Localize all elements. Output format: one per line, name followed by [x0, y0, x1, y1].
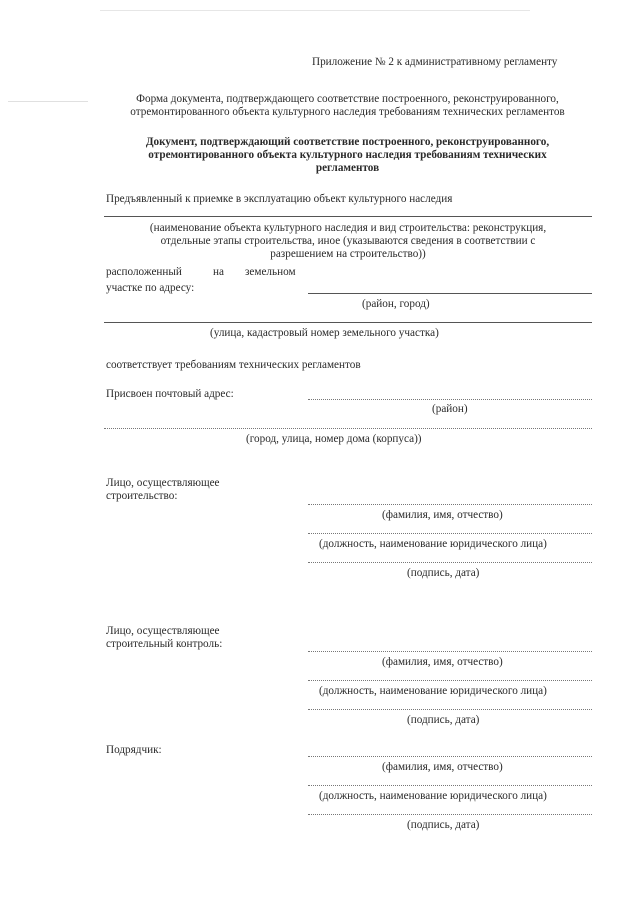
- builder-fio-line: [308, 504, 592, 505]
- control-fio-caption: (фамилия, имя, отчество): [382, 656, 503, 668]
- street-cadastral-caption: (улица, кадастровый номер земельного участка): [210, 327, 439, 339]
- control-position-line: [308, 680, 592, 681]
- builder-position-caption: (должность, наименование юридического лица): [319, 538, 547, 550]
- object-caption-line3: разрешением на строительство)): [270, 248, 426, 260]
- contractor-fio-line: [308, 756, 592, 757]
- control-sign-line: [308, 709, 592, 710]
- object-caption-line1: (наименование объекта культурного наследия и вид строительства: реконструкция,: [149, 222, 547, 234]
- complies-text: соответствует требованиям технических регламентов: [106, 359, 361, 371]
- presented-text: Предъявленный к приемке в эксплуатацию объект культурного наследия: [106, 193, 453, 205]
- control-label-line2: строительный контроль:: [106, 638, 223, 650]
- contractor-position-caption: (должность, наименование юридического лица): [319, 790, 547, 802]
- object-fill-line: [104, 216, 592, 217]
- postal-label: Присвоен почтовый адрес:: [106, 388, 234, 400]
- contractor-label: Подрядчик:: [106, 744, 162, 756]
- control-sign-caption: (подпись, дата): [407, 714, 480, 726]
- postal-district-caption: (район): [432, 403, 468, 415]
- contractor-fio-caption: (фамилия, имя, отчество): [382, 761, 503, 773]
- street-cadastral-line: [104, 322, 592, 323]
- postal-city-line: [104, 428, 592, 429]
- builder-label-line1: Лицо, осуществляющее: [106, 477, 220, 489]
- contractor-sign-caption: (подпись, дата): [407, 819, 480, 831]
- doc-title-line3: регламентов: [315, 162, 380, 174]
- control-position-caption: (должность, наименование юридического лица): [319, 685, 547, 697]
- district-city-line: [308, 293, 592, 294]
- contractor-sign-line: [308, 814, 592, 815]
- builder-position-line: [308, 533, 592, 534]
- appendix-note: Приложение № 2 к административному регламенту: [312, 56, 558, 68]
- located-line2: участке по адресу:: [106, 282, 195, 294]
- postal-district-line: [308, 399, 592, 400]
- form-title-line2: отремонтированного объекта культурного наследия требованиям технических регламентов: [130, 106, 565, 118]
- located-word1: расположенный: [106, 266, 182, 278]
- postal-city-caption: (город, улица, номер дома (корпуса)): [246, 433, 422, 445]
- located-word3: земельном: [245, 266, 296, 278]
- object-caption-line2: отдельные этапы строительства, иное (указываются сведения в соответствии с: [160, 235, 536, 247]
- contractor-position-line: [308, 785, 592, 786]
- builder-label-line2: строительство:: [106, 490, 178, 502]
- builder-sign-line: [308, 562, 592, 563]
- district-city-caption: (район, город): [362, 298, 430, 310]
- located-word2: на: [213, 266, 224, 278]
- control-fio-line: [308, 651, 592, 652]
- doc-title-line2: отремонтированного объекта культурного наследия требованиям технических: [148, 149, 547, 161]
- builder-sign-caption: (подпись, дата): [407, 567, 480, 579]
- doc-title-line1: Документ, подтверждающий соответствие построенного, реконструированного,: [145, 136, 550, 148]
- form-title-line1: Форма документа, подтверждающего соответствие построенного, реконструированного,: [136, 93, 559, 105]
- builder-fio-caption: (фамилия, имя, отчество): [382, 509, 503, 521]
- scan-artifact-top: [100, 10, 530, 11]
- control-label-line1: Лицо, осуществляющее: [106, 625, 220, 637]
